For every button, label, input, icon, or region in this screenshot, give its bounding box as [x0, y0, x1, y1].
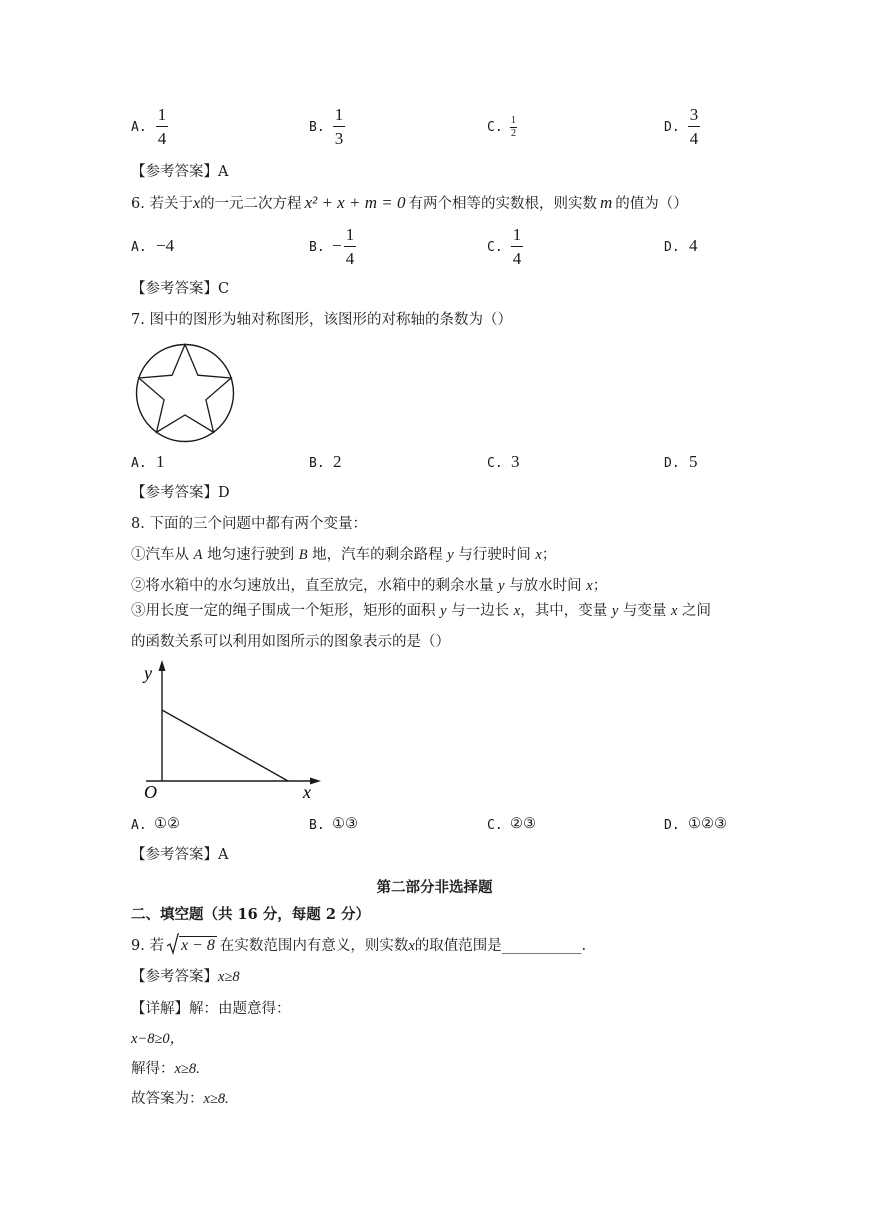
- q8-option-d-value[interactable]: ①②③: [688, 816, 727, 832]
- q6-option-c-letter: C.: [487, 240, 503, 255]
- q6-question: 6. 若关于x的一元二次方程 x² + x + m = 0 有两个相等的实数根，则实数 m 的值为（）: [131, 193, 688, 212]
- q6-answer: 【参考答案】C: [131, 281, 230, 297]
- q7-option-a-letter: A.: [131, 456, 147, 471]
- y-axis-label: y: [144, 663, 152, 683]
- q8-question-cont: 的函数关系可以利用如图所示的图象表示的是（）: [131, 634, 450, 650]
- q6-option-a-value[interactable]: −4: [156, 236, 175, 255]
- q8-option-b-value[interactable]: ①③: [332, 816, 358, 832]
- q7-answer: 【参考答案】D: [131, 485, 230, 501]
- q6-option-d-value[interactable]: 4: [689, 236, 698, 255]
- q5-option-c-letter: C.: [487, 120, 503, 135]
- q5-option-a-letter: A.: [131, 120, 147, 135]
- q8-graph: [140, 660, 330, 802]
- q6-option-b-sign: −: [332, 236, 342, 255]
- q6-option-a-letter: A.: [131, 240, 147, 255]
- q9-step-2: 解得：x≥8.: [131, 1061, 200, 1077]
- section-title: 第二部分非选择题: [376, 879, 493, 896]
- q8-option-c-letter: C.: [487, 818, 503, 833]
- q8-option-b-letter: B.: [309, 818, 325, 833]
- sqrt-expression: x − 8: [167, 937, 217, 955]
- q7-option-d-value[interactable]: 5: [689, 452, 698, 471]
- q5-answer: 【参考答案】A: [131, 164, 229, 180]
- q6-equation: x² + x + m = 0: [304, 193, 406, 212]
- q8-item-2: ②将水箱中的水匀速放出，直至放完，水箱中的剩余水量 y 与放水时间 x；: [131, 578, 608, 594]
- q7-question: 7. 图中的图形为轴对称图形，该图形的对称轴的条数为（）: [131, 312, 512, 328]
- q8-option-c-value[interactable]: ②③: [510, 816, 536, 832]
- y-axis-arrow: [159, 660, 166, 671]
- q8-question: 8. 下面的三个问题中都有两个变量：: [131, 516, 367, 532]
- q6-option-c-fraction[interactable]: 1 4: [512, 225, 522, 268]
- q8-option-a-value[interactable]: ①②: [154, 816, 180, 832]
- graph-line: [162, 710, 288, 781]
- q6-option-d-letter: D.: [664, 240, 680, 255]
- answer-blank[interactable]: ___________: [501, 938, 582, 954]
- x-axis-arrow: [310, 778, 321, 785]
- q7-option-a-value[interactable]: 1: [156, 452, 165, 471]
- circle-star-figure: [134, 343, 236, 443]
- q5-option-b-fraction[interactable]: 1 3: [334, 105, 344, 148]
- q8-option-d-letter: D.: [664, 818, 680, 833]
- origin-label: O: [144, 782, 157, 802]
- q8-answer: 【参考答案】A: [131, 847, 229, 863]
- section-subtitle: 二、填空题（共 16 分，每题 2 分）: [131, 906, 370, 923]
- sqrt-icon: [167, 933, 179, 955]
- q9-detail: 【详解】解：由题意得：: [131, 1001, 291, 1017]
- q8-option-a-letter: A.: [131, 818, 147, 833]
- q9-question: 9. 若 x − 8 在实数范围内有意义，则实数x的取值范围是___________.: [131, 937, 586, 955]
- q7-option-c-letter: C.: [487, 456, 503, 471]
- q9-step-1: x−8≥0，: [131, 1031, 185, 1047]
- q7-option-d-letter: D.: [664, 456, 680, 471]
- q5-option-d-letter: D.: [664, 120, 680, 135]
- q6-option-b-letter: B.: [309, 240, 325, 255]
- q5-option-c-fraction[interactable]: 1 2: [511, 115, 516, 139]
- q5-option-b-letter: B.: [309, 120, 325, 135]
- q7-option-b-value[interactable]: 2: [333, 452, 342, 471]
- q8-item-1: ①汽车从 A 地匀速行驶到 B 地，汽车的剩余路程 y 与行驶时间 x；: [131, 547, 557, 563]
- q5-option-d-fraction[interactable]: 3 4: [689, 105, 699, 148]
- q9-answer: 【参考答案】x≥8: [131, 969, 240, 985]
- q5-option-a-fraction[interactable]: 1 4: [157, 105, 167, 148]
- q9-step-3: 故答案为：x≥8.: [131, 1091, 229, 1107]
- q8-item-3: ③用长度一定的绳子围成一个矩形，矩形的面积 y 与一边长 x，其中，变量 y 与变量 x 之间: [131, 603, 712, 619]
- q7-option-b-letter: B.: [309, 456, 325, 471]
- q6-option-b-fraction[interactable]: 1 4: [345, 225, 355, 268]
- x-axis-label: x: [303, 782, 311, 802]
- q7-option-c-value[interactable]: 3: [511, 452, 520, 471]
